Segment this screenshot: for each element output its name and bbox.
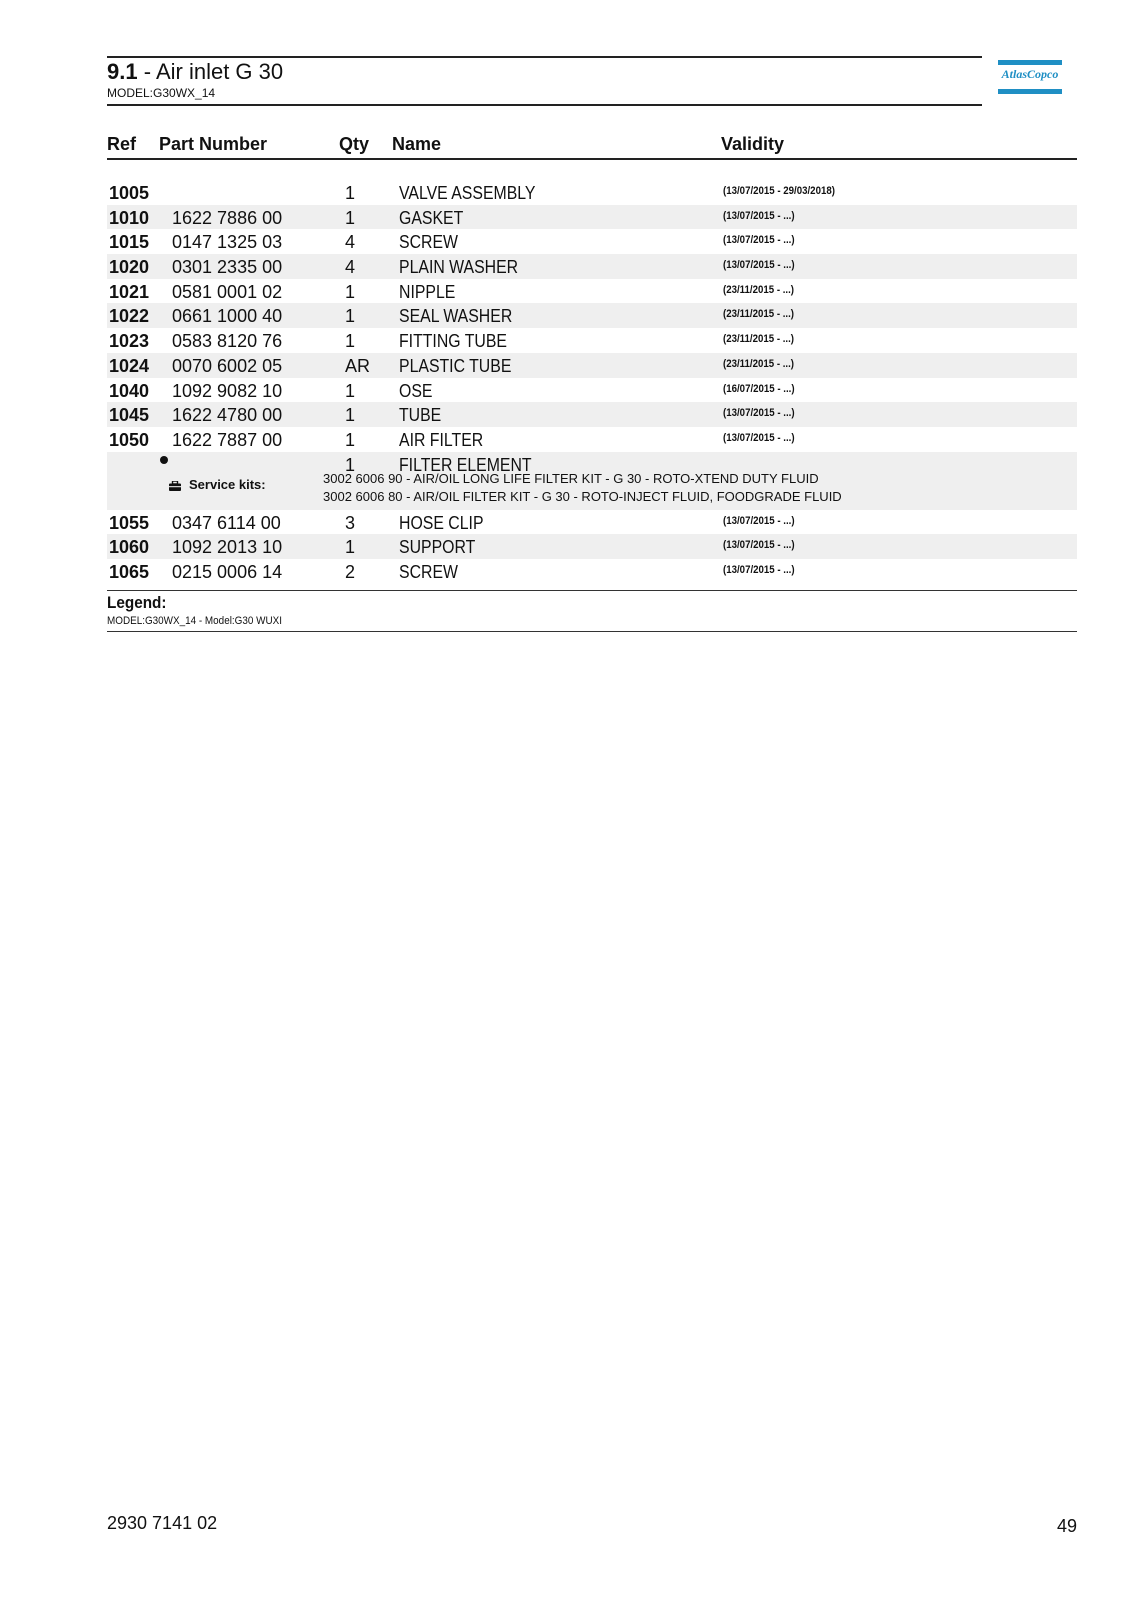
section-number: 9.1 bbox=[107, 59, 138, 84]
logo-text: AtlasCopco bbox=[1001, 67, 1059, 81]
qty-cell: 1 bbox=[345, 331, 356, 352]
part-number-cell: 0583 8120 76 bbox=[172, 331, 283, 352]
part-number-cell: 0347 6114 00 bbox=[172, 512, 281, 533]
validity-cell: (13/07/2015 - ...) bbox=[723, 407, 795, 420]
part-number-cell: 0215 0006 14 bbox=[172, 561, 283, 582]
part-number-cell: 1622 4780 00 bbox=[172, 405, 283, 426]
ref-cell: 1010 bbox=[109, 207, 150, 228]
name-cell: SUPPORT bbox=[399, 537, 476, 558]
legend-text: MODEL:G30WX_14 - Model:G30 WUXI bbox=[107, 615, 282, 627]
qty-cell: 1 bbox=[345, 537, 356, 558]
ref-cell: 1023 bbox=[109, 331, 150, 352]
part-number-cell: 1622 7887 00 bbox=[172, 429, 283, 450]
table-row bbox=[107, 402, 1077, 427]
name-cell: TUBE bbox=[399, 405, 442, 426]
table-row bbox=[107, 180, 1077, 205]
ref-cell: 1015 bbox=[109, 232, 150, 253]
qty-cell: 4 bbox=[345, 257, 356, 278]
page-header bbox=[107, 56, 982, 106]
name-cell: SCREW bbox=[399, 232, 458, 253]
document-number: 2930 7141 02 bbox=[107, 1513, 218, 1533]
qty-cell: 1 bbox=[345, 405, 356, 426]
qty-cell: 1 bbox=[345, 306, 356, 327]
name-cell: VALVE ASSEMBLY bbox=[399, 183, 536, 203]
qty-cell: 1 bbox=[345, 281, 356, 302]
name-cell: SEAL WASHER bbox=[399, 306, 513, 327]
name-cell: NIPPLE bbox=[399, 281, 456, 302]
validity-cell: (23/11/2015 - ...) bbox=[723, 283, 795, 296]
validity-cell: (23/11/2015 - ...) bbox=[723, 333, 795, 346]
name-cell: FILTER ELEMENT bbox=[399, 454, 532, 475]
part-number-cell: 0581 0001 02 bbox=[172, 281, 283, 302]
qty-cell: 3 bbox=[345, 512, 356, 533]
part-number-cell: 1092 2013 10 bbox=[172, 537, 283, 558]
ref-cell: 1060 bbox=[109, 537, 150, 558]
validity-cell: (13/07/2015 - ...) bbox=[723, 209, 795, 222]
part-number-cell: 1092 9082 10 bbox=[172, 380, 283, 401]
logo-bar-top bbox=[998, 60, 1062, 65]
table-row bbox=[107, 534, 1077, 559]
ref-cell: 1045 bbox=[109, 405, 150, 426]
qty-cell: 1 bbox=[345, 207, 356, 228]
name-cell: PLAIN WASHER bbox=[399, 257, 519, 278]
part-number-cell: 0301 2335 00 bbox=[172, 257, 283, 278]
ref-cell: 1065 bbox=[109, 561, 150, 582]
section-title: - Air inlet G 30 bbox=[143, 59, 284, 84]
validity-cell: (16/07/2015 - ...) bbox=[723, 382, 795, 395]
part-number-cell: 0147 1325 03 bbox=[172, 232, 283, 253]
ref-cell: 1040 bbox=[109, 380, 150, 401]
part-number-cell: 1622 7886 00 bbox=[172, 207, 283, 228]
parts-table bbox=[107, 180, 1077, 584]
col-validity: Validity bbox=[721, 134, 785, 154]
table-row bbox=[107, 303, 1077, 328]
qty-cell: 2 bbox=[345, 561, 356, 582]
logo-bar-bottom bbox=[998, 89, 1062, 94]
ref-cell: 1024 bbox=[109, 355, 150, 376]
qty-cell: 4 bbox=[345, 232, 356, 253]
validity-cell: (13/07/2015 - ...) bbox=[723, 234, 795, 247]
name-cell: GASKET bbox=[399, 207, 464, 228]
ref-cell: 1050 bbox=[109, 429, 150, 450]
table-row bbox=[107, 254, 1077, 279]
qty-cell: 1 bbox=[345, 380, 356, 401]
table-row bbox=[107, 229, 1077, 254]
validity-cell: (13/07/2015 - ...) bbox=[723, 539, 795, 552]
table-row bbox=[107, 427, 1077, 452]
qty-cell: 1 bbox=[345, 183, 356, 203]
service-kits-label: Service kits: bbox=[189, 476, 266, 492]
validity-cell: (23/11/2015 - ...) bbox=[723, 357, 795, 370]
table-row bbox=[107, 510, 1077, 535]
name-cell: FITTING TUBE bbox=[399, 331, 507, 352]
name-cell: AIR FILTER bbox=[399, 429, 484, 450]
atlas-copco-logo bbox=[998, 60, 1062, 94]
qty-cell: 1 bbox=[345, 429, 356, 450]
ref-cell: 1005 bbox=[109, 183, 150, 203]
name-cell: OSE bbox=[399, 380, 433, 401]
legend bbox=[107, 590, 1077, 632]
legend-title: Legend: bbox=[107, 593, 167, 612]
filter-element-row bbox=[107, 452, 1077, 510]
table-header bbox=[107, 132, 1077, 160]
validity-cell: (13/07/2015 - 29/03/2018) bbox=[723, 185, 835, 197]
col-ref: Ref bbox=[107, 134, 137, 154]
ref-cell: 1020 bbox=[109, 257, 150, 278]
service-kit-item: 3002 6006 90 - AIR/OIL LONG LIFE FILTER KIT - G 30 - ROTO-XTEND DUTY FLUID bbox=[323, 470, 819, 486]
table-row bbox=[107, 205, 1077, 230]
qty-cell: 1 bbox=[345, 454, 356, 475]
ref-cell: 1021 bbox=[109, 281, 150, 302]
part-number-cell: 0070 6002 05 bbox=[172, 355, 283, 376]
col-qty: Qty bbox=[339, 134, 370, 154]
validity-cell: (13/07/2015 - ...) bbox=[723, 431, 795, 444]
table-row bbox=[107, 353, 1077, 378]
validity-cell: (13/07/2015 - ...) bbox=[723, 514, 795, 527]
ref-cell: 1022 bbox=[109, 306, 150, 327]
qty-cell: AR bbox=[345, 355, 371, 376]
col-part-number: Part Number bbox=[159, 134, 268, 154]
ref-cell: 1055 bbox=[109, 512, 150, 533]
bullet-marker bbox=[160, 456, 168, 464]
name-cell: PLASTIC TUBE bbox=[399, 355, 512, 376]
table-row bbox=[107, 279, 1077, 304]
table-row bbox=[107, 328, 1077, 353]
col-name: Name bbox=[392, 134, 442, 154]
validity-cell: (13/07/2015 - ...) bbox=[723, 259, 795, 272]
page-number: 49 bbox=[1056, 1516, 1077, 1536]
page-title bbox=[107, 59, 283, 85]
validity-cell: (13/07/2015 - ...) bbox=[723, 563, 795, 576]
toolbox-icon bbox=[169, 478, 181, 488]
name-cell: SCREW bbox=[399, 561, 458, 582]
table-row bbox=[107, 559, 1077, 584]
model-subtitle: MODEL:G30WX_14 bbox=[107, 86, 216, 100]
part-number-cell: 0661 1000 40 bbox=[172, 306, 283, 327]
service-kit-item: 3002 6006 80 - AIR/OIL FILTER KIT - G 30 - ROTO-INJECT FLUID, FOODGRADE FLUID bbox=[323, 488, 842, 504]
table-row bbox=[107, 378, 1077, 403]
name-cell: HOSE CLIP bbox=[399, 512, 484, 533]
validity-cell: (23/11/2015 - ...) bbox=[723, 308, 795, 321]
